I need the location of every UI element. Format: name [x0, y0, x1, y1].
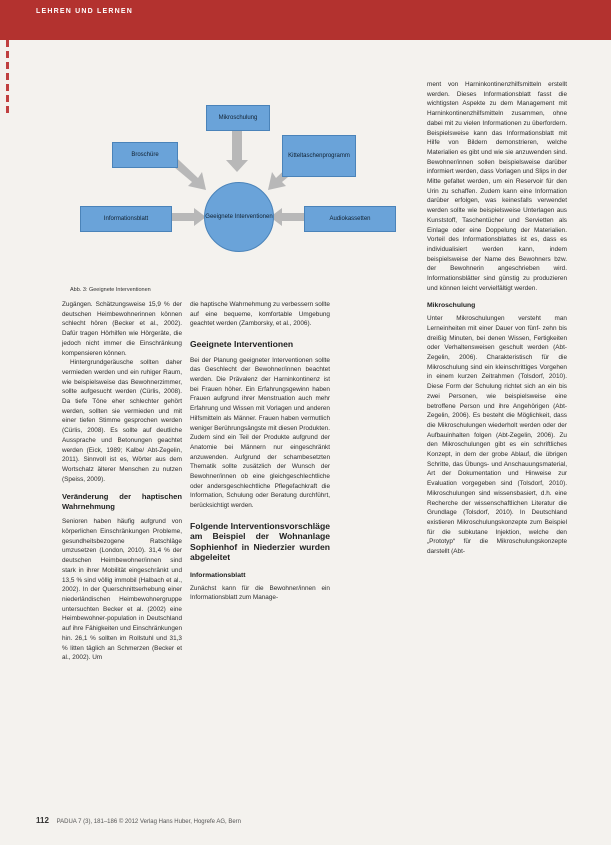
- section-header-bar: [0, 0, 611, 40]
- paragraph: Zugängen. Schätzungsweise 15,9 % der deutschen Heimbewohnerinnen können schlecht hören (Becker et al., 2002). Dafür tragen Hörhilfen wie Hörgeräte, die jedoch nicht immer die Einschränkung kompensieren können.: [62, 301, 182, 357]
- column-left: [62, 300, 182, 663]
- paragraph: Senioren haben häufig aufgrund von körperlichen Einschränkungen Probleme, gesundheitsbezogene Ratschläge umzusetzen (London, 2010). 31,4 % der deutschen Heimbewohner/innen sind stark in ihrer Mobilität eingeschränkt und 13,5 % sind völlig immobil (Halbach et al., 2002). In der Querschnittserhebung einer niederländischen Heimbewohnergruppe untersuchten Becker et al. (2002) eine Heimbewohner-population in Deutschland auf ihre Fähigkeiten und Einschränkungen hin. 26,1 % sollten im Rollstuhl und 31,3 % litten täglich an Schmerzen (Becker et al., 2002). Um: [62, 518, 182, 662]
- node-broschuere: Broschüre: [112, 142, 178, 168]
- arrow-left: [172, 208, 206, 226]
- paragraph: ment von Harninkontinenzhilfsmitteln erstellt werden. Dieses Informationsblatt fasst die wichtigsten Aspekte zu dem Management mit Harninkontinenzhilfsmitteln zusammen, ohne dabei mit zu vielen Informationen zu überfordern. Beispielsweise kann das Informationsblatt mit Hilfe von Bildern demonstrieren, welche Materialien es gibt und wie sie anzuwenden sind. Bewohner/innen sollen beispielsweise darüber informiert werden, dass Vorlagen und Slips in der Mitte gefaltet werden, um ein Reservoir für den Urin zu schaffen. Zudem kann eine Information darüber erfolgen, was keinesfalls verwendet werden sollte wie beispielsweise Unterlagen aus Kunststoff, Taschentücher und Servietten als Einlage oder eine Doppelung der Materialien. Vorteil des Informationsblattes ist es, dass es individualisiert werden kann, indem beispielsweise der Name des Bewohners bzw. der Bewohnerin angeschrieben wird. Informationsblätter sind günstig zu produzieren und können leicht vervielfältigt werden.: [427, 81, 567, 292]
- page-number: 112: [36, 816, 49, 825]
- footer-citation: PADUA 7 (3), 181–186 © 2012 Verlag Hans Huber, Hogrefe AG, Bern: [56, 819, 241, 825]
- arrow-top: [226, 130, 248, 172]
- subsection-heading: Mikroschulung: [427, 302, 476, 310]
- figure-caption: Abb. 3: Geeignete Interventionen: [70, 287, 151, 293]
- section-heading: Veränderung der haptischen Wahrnehmung: [62, 492, 182, 512]
- interventions-diagram: [72, 80, 402, 285]
- node-center-interventionen: Geeignete Interventionen: [204, 182, 274, 252]
- section-heading: Geeignete Interventionen: [190, 339, 294, 350]
- node-audiokassetten: Audiokassetten: [304, 206, 396, 232]
- node-kitteltaschenprogramm: Kitteltaschenprogramm: [282, 135, 356, 177]
- column-right: [427, 80, 567, 557]
- arrow-right: [270, 208, 304, 226]
- paragraph: die haptische Wahrnehmung zu verbessern sollte auf eine bequeme, komfortable Umgebung geachtet werden (Zamborsky, et al., 2006).: [190, 301, 330, 328]
- column-middle: [190, 300, 330, 603]
- margin-color-strip: [6, 40, 9, 120]
- section-title: LEHREN UND LERNEN: [36, 8, 134, 15]
- paragraph: Zunächst kann für die Bewohner/innen ein Informationsblatt zum Manage-: [190, 584, 330, 602]
- node-mikroschulung: Mikroschulung: [206, 105, 270, 131]
- paragraph: Unter Mikroschulungen versteht man Lerneinheiten mit einer Dauer von fünf- zehn bis dreißig Minuten, bei denen Wissen, Fertigkeiten oder Verhaltensweisen geschult werden (Abt-Zegelin, 2006). Charakteristisch für die Mikroschulung sind ein kleinschrittiges Vorgehen in einem kurzen Zeitrahmen (Tolsdorf, 2010). Diese Form der Schulung richtet sich an ein bis zwei Personen, wie beispielsweise eine betroffene Person und ihre Angehörigen (Abt-Zegelin, 2006). Es besteht die Möglichkeit, dass die Mikroschulungen wiederholt werden oder der Aufbauinhalten folgen (Abt-Zegelin, 2006). Zu den Mikroschulungen gibt es ein schriftliches Konzept, in dem der grobe Ablauf, die übrigen Schritte, das Übungs- und Anschauungsmaterial, Art der Dokumentation und Hinweise zur Evaluation vorgegeben sind (Tolsdorf, 2010). Mikroschulungen sind wissensbasiert, d.h. eine Recherche der wissenschaftlichen Literatur die Grundlage (Tolsdorf, 2010). In Deutschland existieren Mikroschulungskonzepte zum Beispiel für die subkutane Injektion, welche den „Prototyp“ für die Mikroschulungskonzepte darstellt (Abt-: [427, 315, 567, 556]
- section-heading: Folgende Interventionsvorschläge am Beispiel der Wohnanlage Sophienhof in Niederzier wurden abgeleitet: [190, 520, 330, 563]
- page-footer: [36, 816, 241, 825]
- paragraph: Bei der Planung geeigneter Interventionen sollte das Geschlecht der Bewohner/innen beachtet werden. Die Prävalenz der Harninkontinenz ist bei Frauen höher. Ein Erfahrungsgewinn haben Frauen aufgrund ihrer Menstruation auch mehr Erfahrung und Wissen mit Vorlagen und anderen Hilfsmitteln als Männer. Frauen haben vermutlich weniger Berührungsängste mit diesen Produkten. Zudem sind ein Teil der Produkte aufgrund der Anatomie bei Männern nur eingeschränkt anzuwenden. Aufgrund der schambesetzten Thematik sollte zusätzlich der Wunsch der Bewohner/innen ob eine gleichgeschlechtliche oder andersgeschlechtliche Pflegefachkraft die Information, Schulung oder Beratung durchführt, berücksichtigt werden.: [190, 356, 330, 510]
- subsection-heading: Informationsblatt: [190, 571, 246, 579]
- paragraph: Hintergrundgeräusche sollten daher vermieden werden und ein ruhiger Raum, wie beispielsweise das Bewohnerzimmer, sollte aufgesucht werden (Cürlis, 2008). Da tiefe Töne eher schlechter gehört werden, sollten sie vermieden und mit einer tiefen Stimme gesprochen werden (Cürlis, 2008). Es sollte auf deutliche Aussprache und Betonungen geachtet werden (Eick, 1989; Kalbe/ Abt-Zegelin, 2011). Sinnvoll ist es, Wörter aus dem Wortschatz älterer Menschen zu nutzen (Speiss, 2009).: [62, 359, 182, 483]
- node-informationsblatt: Informationsblatt: [80, 206, 172, 232]
